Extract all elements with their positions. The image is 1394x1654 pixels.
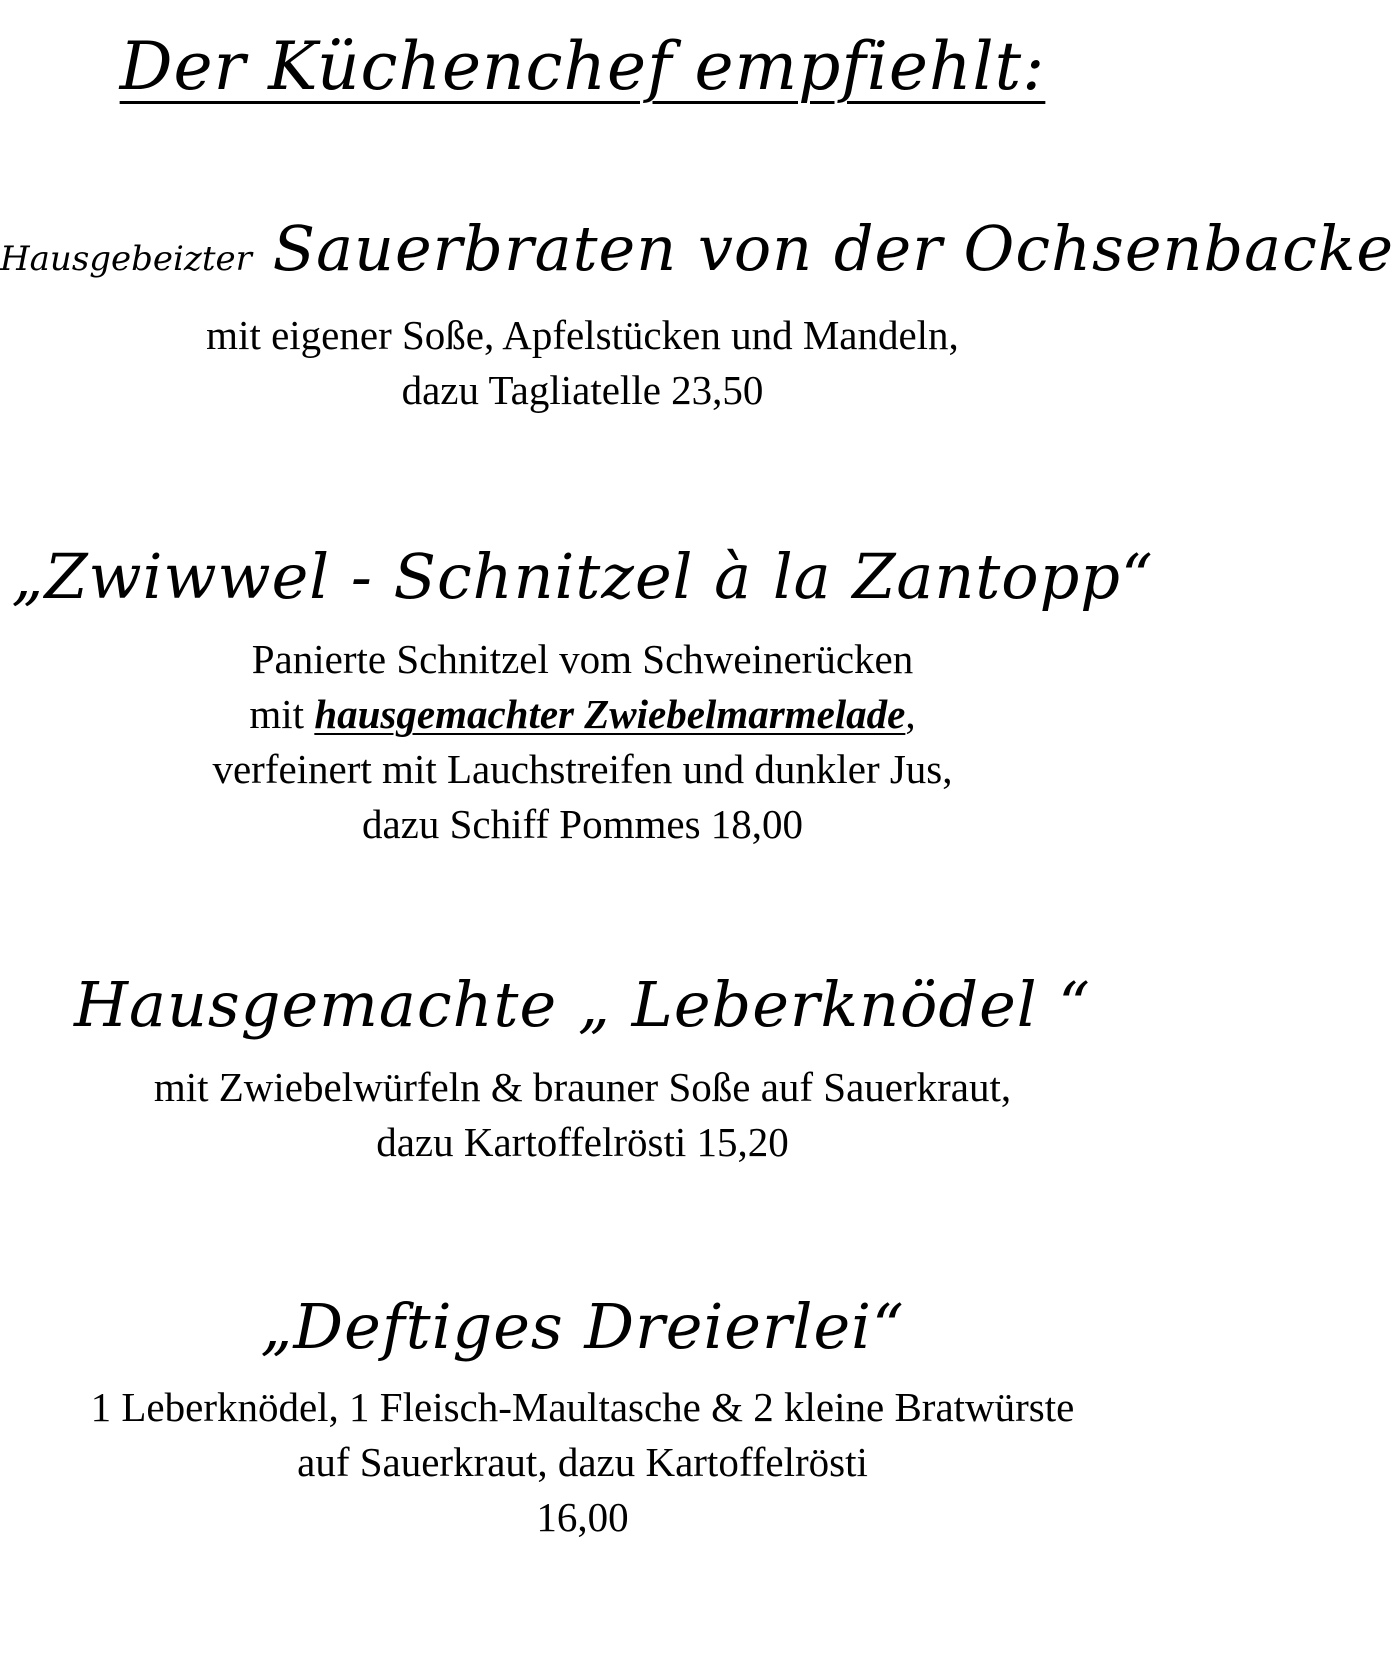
- page-title: Der Küchenchef empfiehlt:: [119, 28, 1046, 105]
- dish-4-line-3: 16,00: [536, 1494, 629, 1540]
- dish-4-line-2: auf Sauerkraut, dazu Kartoffelrösti: [297, 1439, 868, 1485]
- dish-1-description: [0, 308, 1165, 418]
- dish-2-description: [0, 632, 1165, 852]
- dish-1-title: [0, 212, 1394, 285]
- dish-1-prefix: Hausgebeizter: [0, 239, 252, 279]
- dish-3-title: Hausgemachte „ Leberknödel “: [73, 968, 1092, 1041]
- dish-2-line-1: Panierte Schnitzel vom Schweinerücken: [251, 636, 914, 682]
- dish-3-line-2: dazu Kartoffelrösti 15,20: [376, 1119, 789, 1165]
- dish-4-description: [0, 1380, 1165, 1545]
- dish-2-highlight: hausgemachter Zwiebelmarmelade: [314, 691, 906, 737]
- dish-3-description: [0, 1060, 1165, 1170]
- dish-1-name: Sauerbraten von der Ochsenbacke: [272, 212, 1394, 285]
- dish-4-line-1: 1 Leberknödel, 1 Fleisch-Maultasche & 2 kleine Bratwürste: [90, 1384, 1075, 1430]
- dish-2-line-2: [0, 687, 1165, 742]
- dish-3-line-1: mit Zwiebelwürfeln & brauner Soße auf Sauerkraut,: [153, 1064, 1012, 1110]
- dish-2-title: „Zwiwwel - Schnitzel à la Zantopp“: [11, 540, 1154, 613]
- dish-4-title: „Deftiges Dreierlei“: [260, 1290, 905, 1363]
- dish-1-line-1: mit eigener Soße, Apfelstücken und Mandeln,: [206, 312, 959, 358]
- dish-1-line-2: dazu Tagliatelle 23,50: [401, 367, 764, 413]
- dish-2-line-2-post: ,: [905, 691, 916, 737]
- dish-2-line-3: verfeinert mit Lauchstreifen und dunkler Jus,: [212, 746, 953, 792]
- dish-2-line-4: dazu Schiff Pommes 18,00: [361, 801, 804, 847]
- dish-2-line-2-pre: mit: [249, 691, 315, 737]
